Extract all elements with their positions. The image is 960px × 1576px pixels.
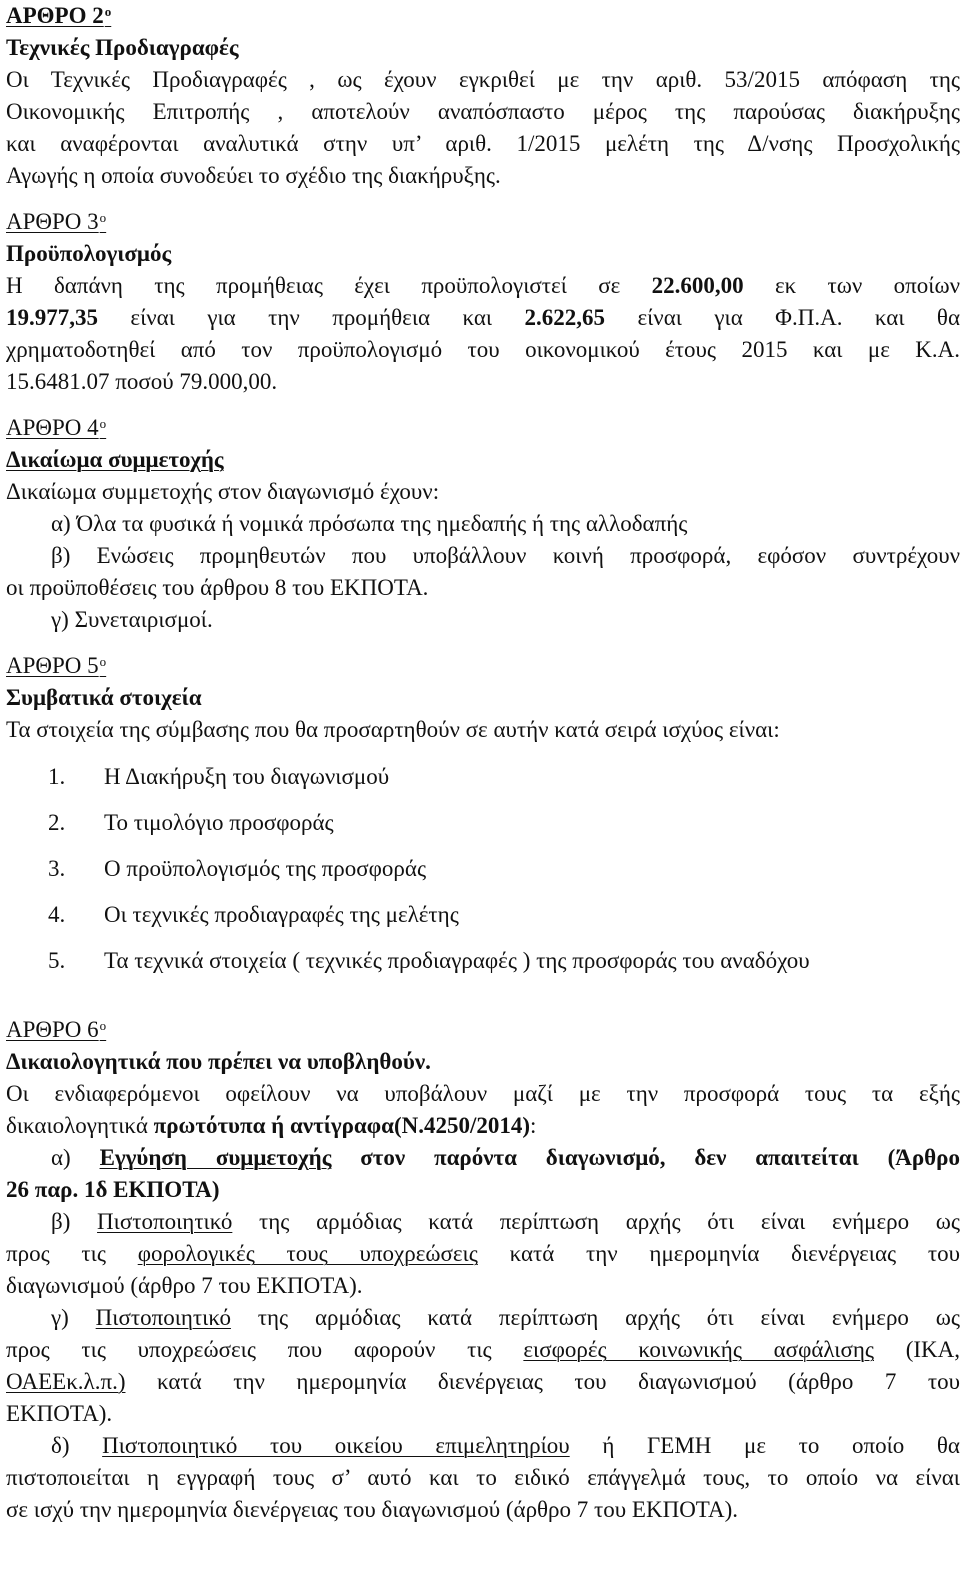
paragraph-line: Αγωγής η οποία συνοδεύει το σχέδιο της διακήρυξης. — [6, 163, 501, 188]
list-item: β) Πιστοποιητικό της αρμόδιας κατά περίπτωση αρχής ότι είναι ενήμερο ως — [51, 1209, 960, 1234]
paragraph-line: 15.6481.07 ποσού 79.000,00. — [6, 369, 278, 394]
paragraph-line: και αναφέρονται αναλυτικά στην υπ’ αριθ. 1/2015 μελέτη της Δ/νσης Προσχολικής — [6, 131, 960, 156]
paragraph-line: δικαιολογητικά πρωτότυπα ή αντίγραφα(Ν.4250/2014): — [6, 1113, 537, 1138]
list-item: α) Όλα τα φυσικά ή νομικά πρόσωπα της ημεδαπής ή της αλλοδαπής — [51, 511, 688, 536]
list-item: δ) Πιστοποιητικό του οικείου επιμελητηρίου ή ΓΕΜΗ με το οποίο θα — [51, 1433, 960, 1458]
list-item-continuation: οι προϋποθέσεις του άρθρου 8 του ΕΚΠΟΤΑ. — [6, 575, 429, 600]
list-item-continuation: προς τις φορολογικές τους υποχρεώσεις κατά την ημερομηνία διενέργειας του — [6, 1241, 960, 1266]
article-6-title: Δικαιολογητικά που πρέπει να υποβληθούν. — [6, 1049, 431, 1074]
article-3-heading: ΑΡΘΡΟ $3^o$ — [6, 209, 107, 234]
list-item: 5. Τα τεχνικά στοιχεία ( τεχνικές προδιαγραφές ) της προσφοράς του αναδόχου — [48, 948, 810, 973]
list-item-continuation: 26 παρ. 1δ ΕΚΠΟΤΑ) — [6, 1177, 220, 1202]
paragraph-line: Οικονομικής Επιτροπής , αποτελούν αναπόσπαστο μέρος της παρούσας διακήρυξης — [6, 99, 960, 124]
list-item: γ) Πιστοποιητικό της αρμόδιας κατά περίπτωση αρχής ότι είναι ενήμερο ως — [51, 1305, 960, 1330]
list-item-continuation: σε ισχύ την ημερομηνία διενέργειας του διαγωνισμού (άρθρο 7 του ΕΚΠΟΤΑ). — [6, 1497, 739, 1522]
list-item: 3. Ο προϋπολογισμός της προσφοράς — [48, 856, 427, 881]
paragraph-line: Οι Τεχνικές Προδιαγραφές , ως έχουν εγκριθεί με την αριθ. 53/2015 απόφαση της — [6, 67, 960, 92]
list-item-continuation: ΟΑΕΕκ.λ.π.) κατά την ημερομηνία διενέργειας του διαγωνισμού (άρθρο 7 του — [6, 1369, 960, 1394]
paragraph-line: Οι ενδιαφερόμενοι οφείλουν να υποβάλουν μαζί με την προσφορά τους τα εξής — [6, 1081, 960, 1106]
paragraph-line: Η δαπάνη της προμήθειας έχει προϋπολογιστεί σε 22.600,00 εκ των οποίων — [6, 273, 960, 298]
list-item: 1. Η Διακήρυξη του διαγωνισμού — [48, 764, 390, 789]
paragraph-line: Τα στοιχεία της σύμβασης που θα προσαρτηθούν σε αυτήν κατά σειρά ισχύος είναι: — [6, 717, 780, 742]
article-4-heading: ΑΡΘΡΟ $4^o$ — [6, 415, 107, 440]
article-6-heading: ΑΡΘΡΟ $6^o$ — [6, 1017, 107, 1042]
list-item-continuation: πιστοποιείται η εγγραφή τους σ’ αυτό και το ειδικό επάγγελμά τους, το οποίο να είναι — [6, 1465, 960, 1490]
list-item-continuation: διαγωνισμού (άρθρο 7 του ΕΚΠΟΤΑ). — [6, 1273, 363, 1298]
article-4-title: Δικαίωμα συμμετοχής — [6, 447, 224, 472]
list-item: 4. Οι τεχνικές προδιαγραφές της μελέτης — [48, 902, 459, 927]
list-item: β) Ενώσεις προμηθευτών που υποβάλλουν κοινή προσφορά, εφόσον συντρέχουν — [51, 543, 960, 568]
article-2-title: Τεχνικές Προδιαγραφές — [6, 35, 239, 60]
paragraph-line: Δικαίωμα συμμετοχής στον διαγωνισμό έχουν: — [6, 479, 440, 504]
list-item-continuation: ΕΚΠΟΤΑ). — [6, 1401, 113, 1426]
article-2-heading: ΑΡΘΡΟ $2^o$ — [6, 3, 112, 28]
list-item: α) Εγγύηση συμμετοχής στον παρόντα διαγωνισμό, δεν απαιτείται (Άρθρο — [51, 1145, 960, 1170]
paragraph-line: χρηματοδοτηθεί από τον προϋπολογισμό του οικονομικού έτους 2015 και με Κ.Α. — [6, 337, 960, 362]
list-item: 2. Το τιμολόγιο προσφοράς — [48, 810, 334, 835]
list-item: γ) Συνεταιρισμοί. — [51, 607, 213, 632]
article-5-title: Συμβατικά στοιχεία — [6, 685, 202, 710]
article-5-heading: ΑΡΘΡΟ $5^o$ — [6, 653, 107, 678]
article-3-title: Προϋπολογισμός — [6, 241, 172, 266]
list-item-continuation: προς τις υποχρεώσεις που αφορούν τις εισφορές κοινωνικής ασφάλισης (ΙΚΑ, — [6, 1337, 960, 1362]
paragraph-line: 19.977,35 είναι για την προμήθεια και 2.622,65 είναι για Φ.Π.Α. και θα — [6, 305, 960, 330]
